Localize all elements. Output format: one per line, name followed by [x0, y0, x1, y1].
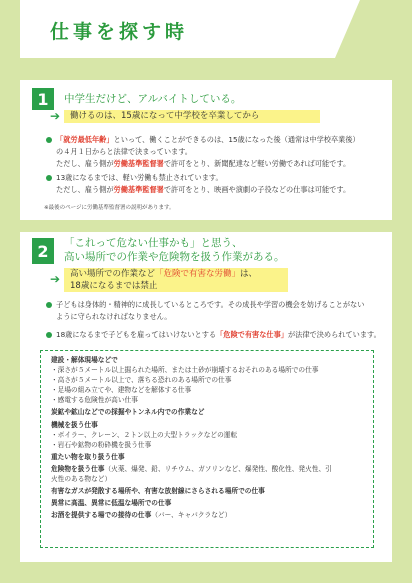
list-item: [51, 486, 369, 496]
list-category: 機械を扱う仕事: [51, 420, 98, 429]
bullet-icon: [46, 302, 52, 308]
list-category: お酒を提供する場での接待の仕事: [51, 511, 152, 520]
section-number: 1: [32, 88, 54, 110]
hazardous-work-list-box: [40, 350, 374, 548]
list-subitem: ・足場の組み立てや、建物などを解体する仕事: [51, 386, 192, 395]
list-item: [51, 498, 369, 508]
section-1-body: 「就労最低年齢」といって、働くことができるのは、15歳になった後（通常は中学校卒業後） の４月１日からと法律で決まっています。 ただし、雇う側が労働基準監督署で許可をとり、新聞配達など軽い労働であれば可能です。 13歳になるまでは、軽い労働も禁止されています。 ただし、雇う側が労働基準監督署で許可をとり、映画や演劇の子役などの仕事は可能です。: [46, 134, 386, 196]
section-number: 2: [32, 238, 54, 264]
section-1-card: [20, 80, 392, 220]
list-category: 重たい物を取り扱う仕事: [51, 452, 125, 461]
list-category: 異常に高温、異常に低温な場所での仕事: [51, 499, 172, 508]
list-category: 有害なガスが発散する場所や、有害な放射線にさらされる場所での仕事: [51, 487, 265, 496]
list-category: 建設・解体現場などで: [51, 356, 118, 364]
list-item: [51, 420, 369, 430]
section-2-card: [20, 232, 392, 562]
arrow-icon: ➔: [50, 272, 61, 286]
page-title: 仕事を探す時: [50, 21, 189, 43]
bullet-icon: [46, 137, 52, 143]
list-item: [51, 452, 369, 462]
hazardous-work-list: [51, 355, 369, 520]
section-heading: 「これって危ない仕事かも」と思う、 高い場所での作業や危険物を扱う作業がある。: [64, 237, 285, 263]
list-subitem: ・感電する危険性が高い仕事: [51, 396, 138, 405]
highlight-box: 働けるのは、15歳になって中学校を卒業してから: [64, 110, 320, 123]
footnote: ※最後のページに労働基準監督署の説明があります。: [44, 205, 175, 211]
section-heading: 中学生だけど、アルバイトしている。: [64, 93, 242, 105]
list-item: [51, 510, 369, 520]
bullet-icon: [46, 175, 52, 181]
list-category: 炭鉱や鉱山などでの採掘やトンネル内での作業など: [51, 408, 205, 417]
list-item: [51, 464, 369, 474]
arrow-icon: ➔: [50, 109, 61, 123]
list-subitem: ・ボイラー、クレーン、２トン以上の大型トラックなどの運転: [51, 430, 238, 439]
bullet-icon: [46, 332, 52, 338]
section-2-body: 子どもは身体的・精神的に成長しているところです。その成長や学習の機会を妨げることがない ように守られなければなりません。 18歳になるまで子どもを雇ってはいけないとする「危険で有害な仕事」が法律で決められています。: [46, 299, 386, 341]
list-subitem: ・深さが５メートル以上掘られた場所、または土砂が崩壊するおそれのある場所での仕事: [51, 366, 319, 375]
list-item: [51, 355, 369, 365]
highlight-box: 高い場所での作業など「危険で有害な労働」は、 18歳になるまでは禁止: [64, 268, 288, 292]
list-item: [51, 407, 369, 417]
list-subitem: 火性のある物など）: [51, 475, 112, 484]
list-category-detail: （火薬、爆発、鉛、リチウム、ガソリンなど、爆発性、酸化性、発火性、引: [104, 464, 332, 473]
list-subitem: ・岩石や鉱物の粉砕機を扱う仕事: [51, 440, 152, 449]
list-category-detail: （バー、キャバクラなど）: [151, 511, 232, 520]
list-category: 危険物を扱う仕事: [51, 464, 105, 473]
list-subitem: ・高さが５メートル以上で、落ちる恐れのある場所での仕事: [51, 376, 232, 385]
